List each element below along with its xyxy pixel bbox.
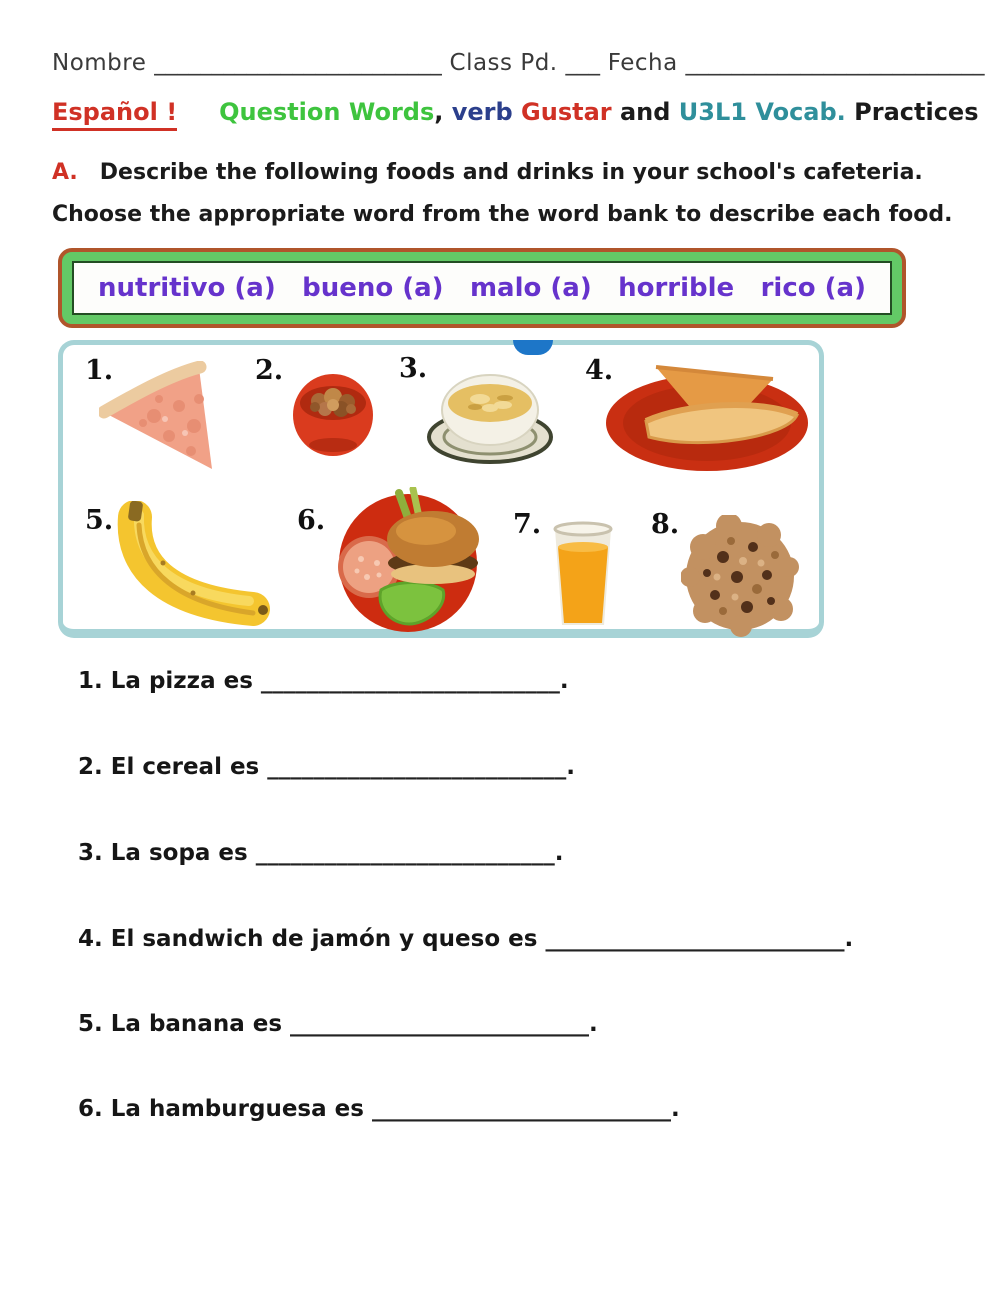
question-row-4 xyxy=(78,926,853,952)
title-and: and xyxy=(611,98,679,126)
question-5-answer-blank[interactable]: __________________________ xyxy=(290,1011,590,1037)
question-5-text: La banana es xyxy=(110,1011,283,1037)
question-6-text: La hamburguesa es xyxy=(110,1096,364,1122)
nombre-label: Nombre xyxy=(52,50,147,76)
cereal-bowl-image xyxy=(291,367,375,459)
question-1-answer-blank[interactable]: __________________________ xyxy=(260,668,560,694)
instruction-text-2: Choose the appropriate word from the word bank to describe each food. xyxy=(52,202,953,227)
question-3-text: La sopa es xyxy=(110,840,248,866)
word-bank-inner xyxy=(72,261,892,315)
food-image-panel xyxy=(58,340,824,638)
question-4-period: . xyxy=(844,926,854,952)
worksheet-title xyxy=(52,98,979,126)
title-espanol: Español ! xyxy=(52,98,177,131)
food-number-2: 2. xyxy=(255,355,284,386)
title-comma: , xyxy=(434,98,452,126)
food-number-6: 6. xyxy=(297,505,326,536)
nombre-blank-line[interactable]: _________________________ xyxy=(154,50,442,76)
question-1-text: La pizza es xyxy=(110,668,253,694)
question-4-number: 4. xyxy=(78,926,103,952)
question-6-period: . xyxy=(670,1096,680,1122)
question-5-number: 5. xyxy=(78,1011,103,1037)
word-bank-word-nutritivo: nutritivo (a) xyxy=(98,273,276,303)
fecha-blank-line[interactable]: __________________________ xyxy=(685,50,985,76)
name-class-date-line xyxy=(52,50,985,76)
food-number-1: 1. xyxy=(85,355,114,386)
chocolate-chip-cookie-image xyxy=(681,515,799,637)
word-bank-word-horrible: horrible xyxy=(618,273,735,303)
food-number-4: 4. xyxy=(585,355,614,386)
class-pd-label: Class Pd. xyxy=(449,50,558,76)
title-verb: verb xyxy=(451,98,522,126)
title-gustar: Gustar xyxy=(521,98,612,126)
title-u3l1-vocab: U3L1 Vocab. xyxy=(678,98,846,126)
food-number-3: 3. xyxy=(399,353,428,384)
question-1-period: . xyxy=(559,668,569,694)
word-bank-word-bueno: bueno (a) xyxy=(302,273,444,303)
question-row-1 xyxy=(78,668,569,694)
question-5-period: . xyxy=(589,1011,598,1037)
instruction-text-1: Describe the following foods and drinks in your school's cafeteria. xyxy=(99,160,923,185)
question-3-answer-blank[interactable]: __________________________ xyxy=(255,840,555,866)
question-3-period: . xyxy=(554,840,564,866)
word-bank-box xyxy=(58,248,906,328)
ham-sandwich-plate-image xyxy=(601,359,813,475)
food-number-8: 8. xyxy=(651,509,680,540)
instruction-line-2 xyxy=(52,202,972,227)
question-2-period: . xyxy=(566,754,576,780)
question-3-number: 3. xyxy=(78,840,103,866)
question-4-text: El sandwich de jamón y queso es xyxy=(110,926,538,952)
question-6-answer-blank[interactable]: __________________________ xyxy=(371,1096,671,1122)
word-bank-word-rico: rico (a) xyxy=(760,273,866,303)
question-row-2 xyxy=(78,754,575,780)
question-2-number: 2. xyxy=(78,754,103,780)
instruction-line-1 xyxy=(52,160,972,185)
question-row-6 xyxy=(78,1096,680,1122)
hamburger-plate-image xyxy=(321,487,496,635)
title-practices: Practices xyxy=(845,98,979,126)
soup-bowl-image xyxy=(425,363,555,465)
blue-tab-decoration xyxy=(513,340,553,355)
class-pd-blank-line[interactable]: ___ xyxy=(565,50,600,76)
question-row-5 xyxy=(78,1011,598,1037)
question-6-number: 6. xyxy=(78,1096,103,1122)
orange-juice-glass-image xyxy=(547,517,619,629)
food-number-5: 5. xyxy=(85,505,114,536)
question-2-answer-blank[interactable]: __________________________ xyxy=(267,754,567,780)
pizza-slice-image xyxy=(99,361,259,476)
section-letter: A. xyxy=(52,160,78,185)
word-bank-word-malo: malo (a) xyxy=(469,273,592,303)
food-number-7: 7. xyxy=(513,509,542,540)
question-row-3 xyxy=(78,840,564,866)
question-4-answer-blank[interactable]: __________________________ xyxy=(545,926,845,952)
fecha-label: Fecha xyxy=(607,50,678,76)
banana-image xyxy=(103,501,298,633)
title-question-words: Question Words xyxy=(219,98,435,126)
question-1-number: 1. xyxy=(78,668,103,694)
question-2-text: El cereal es xyxy=(110,754,260,780)
